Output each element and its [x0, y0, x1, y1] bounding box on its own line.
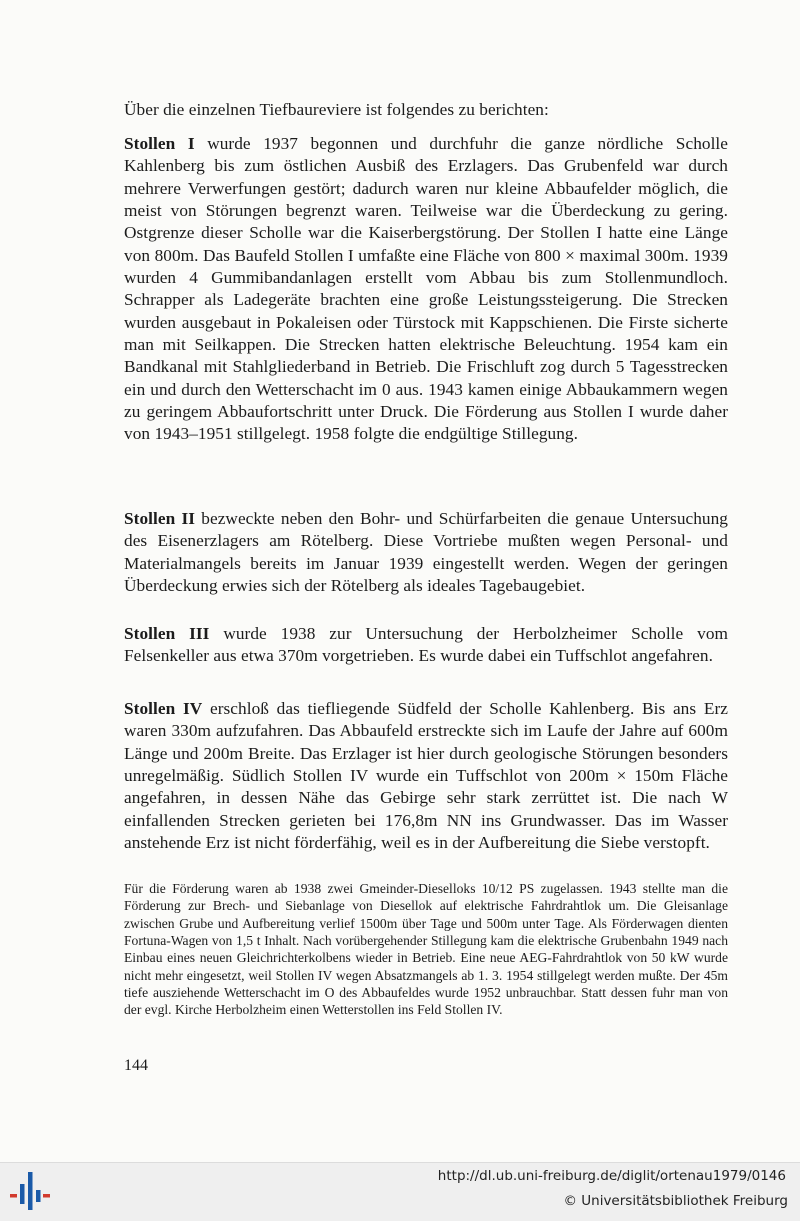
intro-text: Über die einzelnen Tiefbaureviere ist folgendes zu berichten: [124, 100, 549, 119]
section-body: bezweckte neben den Bohr- und Schürfarbeiten die genaue Untersuchung des Eisenerzlagers am Rötelberg. Diese Vortriebe mußten wegen Personal- und Materialmangels bereits im Januar 1939 eingestellt werden. Wegen der geringen Überdeckung erwies sich der Rötelberg als ideales Tagebaugebiet. [124, 509, 728, 596]
logo-center-bar [28, 1172, 33, 1210]
logo-right-dash [43, 1194, 50, 1198]
section-stollen-3 [124, 623, 728, 668]
section-body: erschloß das tiefliegende Südfeld der Scholle Kahlenberg. Bis ans Erz waren 330m aufzufahren. Das Abbaufeld erstreckte sich im Laufe der Jahre auf 600m Länge und 200m Breite. Das Erzlager ist hier durch geologische Störungen besonders unregelmäßig. Südlich Stollen IV wurde ein Tuffschlot von 200m × 150m Fläche angefahren, in dessen Nähe das Gebirge sehr stark zerrüttet ist. Die nach W einfallenden Strecken gerieten bei 176,8m NN ins Grundwasser. Das im Wasser anstehende Erz ist nicht förderfähig, weil es in der Aufbereitung die Siebe verstopft. [124, 699, 728, 853]
logo-left-bar [20, 1184, 25, 1204]
ub-freiburg-logo-icon[interactable] [8, 1170, 52, 1212]
page-number: 144 [124, 1057, 148, 1074]
section-label: Stollen IV [124, 699, 203, 718]
section-label: Stollen I [124, 134, 195, 153]
section-stollen-4 [124, 698, 728, 854]
logo-right-bar [36, 1190, 41, 1202]
section-body: wurde 1938 zur Untersuchung der Herbolzheimer Scholle vom Felsenkeller aus etwa 370m vorgetrieben. Es wurde dabei ein Tuffschlot angefahren. [124, 624, 729, 666]
section-stollen-2 [124, 508, 728, 597]
section-stollen-1 [124, 133, 728, 446]
copyright-notice: © Universitätsbibliothek Freiburg [563, 1193, 788, 1209]
intro-paragraph [124, 99, 728, 121]
viewer-footer-bar [0, 1162, 800, 1221]
section-label: Stollen III [124, 624, 210, 643]
logo-left-dash [10, 1194, 17, 1198]
section-label: Stollen II [124, 509, 196, 528]
permalink-url[interactable]: http://dl.ub.uni-freiburg.de/diglit/ortenau1979/0146 [437, 1168, 786, 1184]
footnote: Für die Förderung waren ab 1938 zwei Gmeinder-Dieselloks 10/12 PS zugelassen. 1943 stellte man die Förderung zur Brech- und Siebanlage von Diesellok auf elektrische Fahrdrahtlok um. Die Gleisanlage zwischen Grube und Aufbereitung verlief 1500m über Tage und 500m unter Tage. Als Förderwagen dienten Fortuna-Wagen von 1,5 t Inhalt. Nach vorübergehender Stillegung kam die elektrische Grubenbahn 1949 nach Einbau eines neuen Gleichrichterkolbens wieder in Betrieb. Eine neue AEG-Fahrdrahtlok von 50 kW wurde nicht mehr eingesetzt, weil Stollen IV wegen Absatzmangels ab 1. 3. 1954 stillgelegt werden mußte. Der 45m tiefe ausziehende Wetterschacht im O des Abbaufeldes wurde 1952 unbrauchbar. Statt dessen fuhr man von der evgl. Kirche Herbolzheim einen Wetterstollen ins Feld Stollen IV. [124, 881, 728, 1018]
section-body: wurde 1937 begonnen und durchfuhr die ganze nördliche Scholle Kahlenberg bis zum östlichen Ausbiß des Erzlagers. Das Grubenfeld war durch mehrere Verwerfungen gestört; dadurch waren nur kleine Abbaufelder möglich, die meist von Störungen begrenzt waren. Teilweise war die Überdeckung zu gering. Ostgrenze dieser Scholle war die Kaiserbergstörung. Der Stollen I hatte eine Länge von 800m. Das Baufeld Stollen I umfaßte eine Fläche von 800 × maximal 300m. 1939 wurden 4 Gummibandanlagen erstellt vom Abbau bis zum Stollenmundloch. Schrapper als Ladegeräte brachten eine große Leistungssteigerung. Die Strecken wurden ausgebaut in Pokaleisen oder Türstock mit Kappschienen. Die Firste sicherte man mit Seilkappen. Die Strecken hatten elektrische Beleuchtung. 1954 kam ein Bandkanal mit Stahlgliederband in Betrieb. Die Frischluft zog durch 5 Tagesstrecken ein und durch den Wetterschacht im 0 aus. 1943 kamen einige Abbaukammern wegen zu geringem Abbaufortschritt unter Druck. Die Förderung aus Stollen I wurde daher von 1943–1951 stillgelegt. 1958 folgte die endgültige Stillegung. [124, 134, 728, 444]
